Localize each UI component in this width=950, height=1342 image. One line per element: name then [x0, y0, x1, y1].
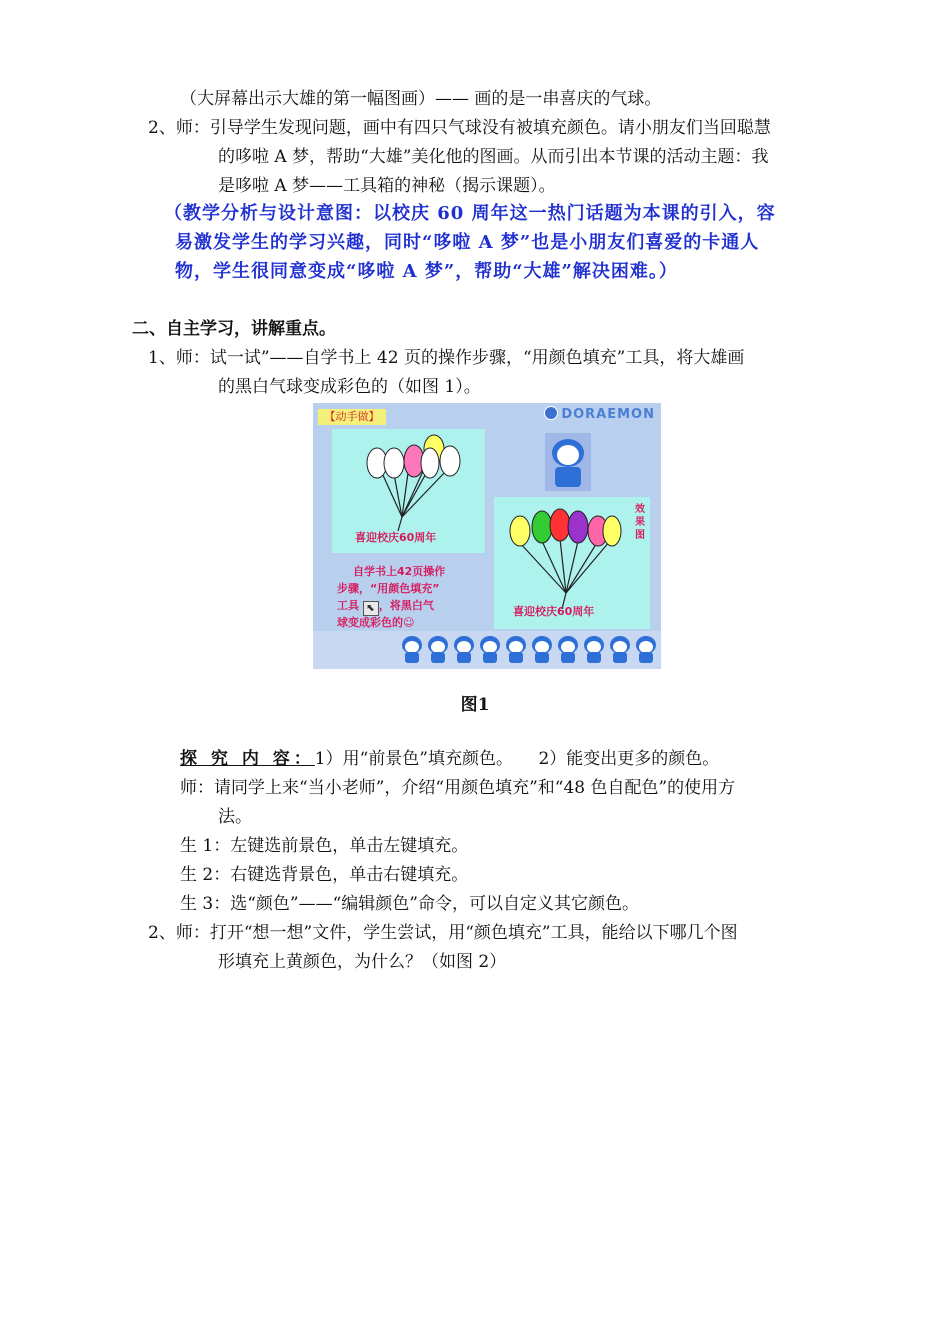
- design-note-line1: （教学分析与设计意图：以校庆 60 周年这一热门话题为本课的引入，容: [164, 203, 776, 224]
- figure-tag: 【动手做】: [318, 409, 386, 425]
- doraemon-icon: [609, 636, 631, 664]
- doraemon-picture: [545, 433, 591, 491]
- design-note-line3: 物，学生很同意变成“哆啦 A 梦”，帮助“大雄”解决困难。）: [175, 261, 678, 282]
- doraemon-logo: DORAEMON: [544, 406, 655, 422]
- doraemon-icon: [505, 636, 527, 664]
- figure-1-image: [313, 403, 661, 669]
- panel-after-caption: 喜迎校庆60周年: [513, 605, 595, 618]
- effect-label: 效果图: [635, 504, 645, 541]
- paragraph-teacher-2-line3: 是哆啦 A 梦——工具箱的神秘（揭示课题）。: [218, 176, 556, 196]
- doraemon-icon: [427, 636, 449, 664]
- doraemon-logo-icon: [544, 406, 558, 420]
- instruction-line2: 步骤，“用颜色填充”: [337, 582, 440, 595]
- design-note-line2: 易激发学生的学习兴趣，同时“哆啦 A 梦”也是小朋友们喜爱的卡通人: [175, 232, 760, 253]
- instruction-line1: 自学书上42页操作: [353, 565, 446, 578]
- explore-content: 探 究 内 容：1）用“前景色”填充颜色。 2）能变出更多的颜色。: [180, 749, 720, 769]
- question-2-line1: 2、师：打开“想一想”文件，学生尝试，用“颜色填充”工具，能给以下哪几个图: [148, 923, 738, 943]
- paragraph-teacher-2-line2: 的哆啦 A 梦，帮助“大雄”美化他的图画。从而引出本节课的活动主题：我: [218, 147, 769, 167]
- paragraph-intro: （大屏幕出示大雄的第一幅图画）—— 画的是一串喜庆的气球。: [180, 89, 662, 109]
- student-2: 生 2：右键选背景色，单击右键填充。: [180, 865, 469, 885]
- section-heading: 二、自主学习，讲解重点。: [132, 319, 336, 339]
- paragraph-teacher-2-line1: 2、师：引导学生发现问题，画中有四只气球没有被填充颜色。请小朋友们当回聪慧: [148, 118, 771, 138]
- doraemon-icon: [635, 636, 657, 664]
- teacher-line2: 法。: [218, 807, 252, 827]
- paragraph-try-line2: 的黑白气球变成彩色的（如图 1）。: [218, 377, 481, 397]
- paragraph-try-line1: 1、师：试一试”——自学书上 42 页的操作步骤，“用颜色填充”工具，将大雄画: [148, 348, 745, 368]
- instruction-line4: 球变成彩色的☺: [337, 616, 415, 629]
- doraemon-icon: [583, 636, 605, 664]
- student-1: 生 1：左键选前景色，单击左键填充。: [180, 836, 469, 856]
- fill-tool-icon: ⬉: [363, 601, 379, 616]
- doraemon-icon: [401, 636, 423, 664]
- question-2-line2: 形填充上黄颜色，为什么？（如图 2）: [218, 952, 507, 972]
- student-3: 生 3：选“颜色”——“编辑颜色”命令，可以自定义其它颜色。: [180, 894, 639, 914]
- teacher-line1: 师：请同学上来“当小老师”，介绍“用颜色填充”和“48 色自配色”的使用方: [180, 778, 736, 798]
- doraemon-icon: [479, 636, 501, 664]
- instruction-line3: 工具 ⬉ ，将黑白气: [337, 599, 434, 614]
- doraemon-icon: [557, 636, 579, 664]
- figure-1-caption: 图1: [460, 695, 490, 715]
- doraemon-icon: [531, 636, 553, 664]
- doraemon-icon: [453, 636, 475, 664]
- panel-before-caption: 喜迎校庆60周年: [355, 531, 437, 544]
